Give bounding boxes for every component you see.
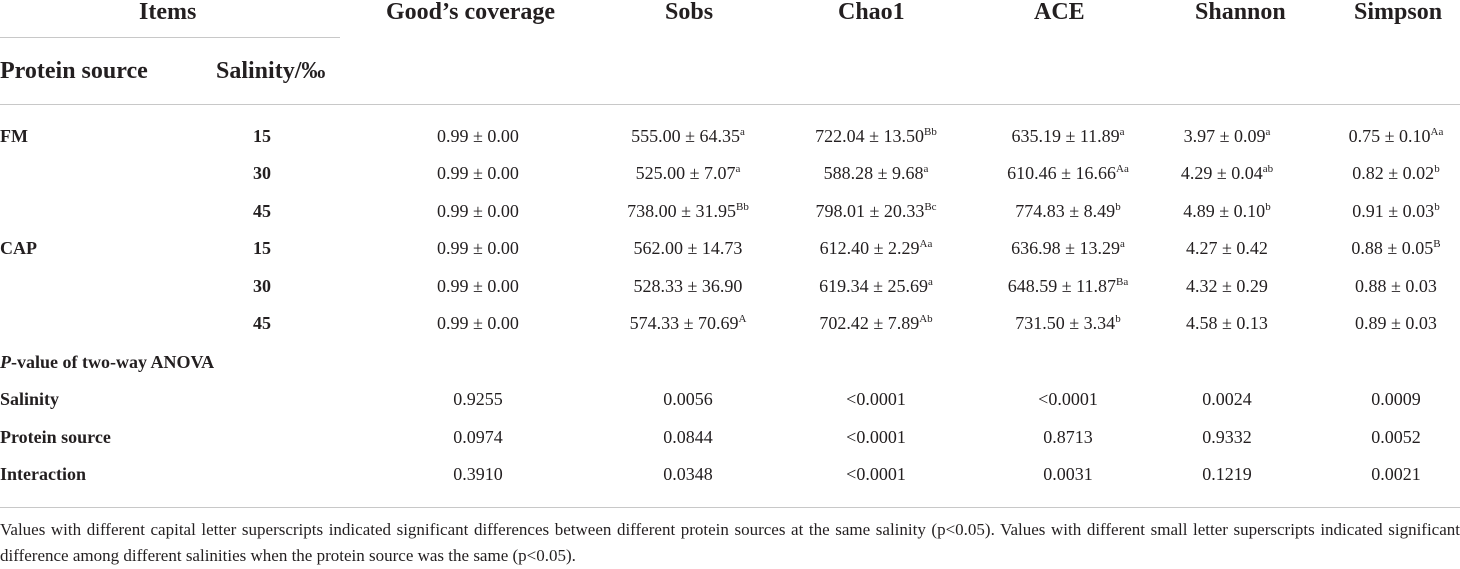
cell-value: 731.50 ± 3.34 [1015,313,1116,333]
anova-cell: 0.8713 [1043,427,1093,447]
row-salinity: 45 [253,201,271,221]
anova-row-label: Protein source [0,427,111,447]
table-cell [437,312,519,334]
cell-value: 702.42 ± 7.89 [819,313,920,333]
cell-value: 525.00 ± 7.07 [635,163,736,183]
cell-superscript: b [1265,201,1271,213]
cell-value: 612.40 ± 2.29 [819,238,920,258]
anova-cell: 0.9332 [1202,427,1252,447]
anova-cell: 0.1219 [1202,464,1252,484]
cell-value: 3.97 ± 0.09 [1183,126,1266,146]
table-cell [1355,275,1437,297]
header-salinity: Salinity/‰ [216,58,326,84]
table-cell [437,200,519,222]
anova-cell: 0.0021 [1371,464,1421,484]
table-cell [636,162,741,187]
cell-value: 562.00 ± 14.73 [633,238,743,258]
cell-superscript: a [928,276,933,288]
cell-superscript: Bb [736,201,749,213]
table-cell [634,237,743,259]
header-bottom-rule [0,104,1460,105]
cell-value: 0.88 ± 0.03 [1355,276,1437,296]
anova-title-rest: -value of two-way ANOVA [11,352,215,372]
row-salinity: 30 [253,163,271,183]
table-cell [1184,125,1271,150]
table-cell [1011,237,1125,262]
anova-cell: 0.0056 [663,389,713,409]
table-cell [627,200,749,225]
anova-cell: 0.0348 [663,464,713,484]
table-cell [437,275,519,297]
cell-value: 588.28 ± 9.68 [823,163,924,183]
table-cell [1186,275,1268,297]
anova-row-label: Salinity [0,389,60,409]
cell-value: 555.00 ± 64.35 [631,126,740,146]
header-col-simpson: Simpson [1354,0,1443,25]
table-cell [1355,312,1437,334]
cell-superscript: Ba [1115,276,1129,288]
cell-superscript: a [1120,238,1125,250]
cell-value: 0.88 ± 0.05 [1351,238,1434,258]
header-items: Items [139,0,197,25]
table-cell [1186,237,1268,259]
anova-cell: 0.3910 [453,464,503,484]
table-cell [1015,200,1120,225]
cell-superscript: a [1265,126,1271,138]
table-cell [815,125,937,150]
table-cell [1352,162,1439,187]
row-protein-source: FM [0,126,28,146]
table-cell [1011,125,1124,150]
cell-value: 738.00 ± 31.95 [627,201,737,221]
header-col-shannon: Shannon [1195,0,1286,25]
row-salinity: 15 [253,238,271,258]
anova-cell: 0.0844 [663,427,713,447]
cell-value: 722.04 ± 13.50 [815,126,925,146]
table-bottom-rule [0,507,1460,508]
cell-superscript: b [1115,313,1121,325]
cell-value: 4.58 ± 0.13 [1186,313,1268,333]
table-cell [634,275,743,297]
footnote: Values with different capital letter superscripts indicated significant differences between different protein sources at the same salinity (p<0.05). Values with different small letter superscripts indicated significant difference among different salinities when the protein source was the same (p<0.05). [0,520,1460,565]
table-cell [819,312,932,337]
cell-superscript: a [740,126,745,138]
table-cell [820,237,933,262]
anova-cell: <0.0001 [1038,389,1098,409]
table-cell [437,125,519,147]
anova-cell: 0.0974 [453,427,503,447]
anova-cell: 0.0024 [1202,389,1252,409]
cell-value: 610.46 ± 16.66 [1007,163,1117,183]
table-cell [824,162,929,187]
cell-value: 774.83 ± 8.49 [1015,201,1116,221]
cell-value: 635.19 ± 11.89 [1011,126,1120,146]
table-cell [1007,162,1129,187]
cell-value: 528.33 ± 36.90 [633,276,743,296]
cell-value: 4.89 ± 0.10 [1183,201,1266,221]
anova-cell: 0.9255 [453,389,503,409]
cell-superscript: Ab [919,313,933,325]
cell-value: 0.91 ± 0.03 [1352,201,1435,221]
cell-superscript: Aa [1116,163,1129,175]
header-protein-source: Protein source [0,58,148,84]
cell-superscript: Aa [1430,126,1444,138]
anova-row-label: Interaction [0,464,86,484]
cell-value: 574.33 ± 70.69 [629,313,739,333]
anova-cell: 0.0009 [1371,389,1421,409]
cell-superscript: b [1115,201,1121,213]
anova-title [0,351,214,373]
anova-cell: <0.0001 [846,427,906,447]
cell-value: 619.34 ± 25.69 [819,276,928,296]
cell-value: 648.59 ± 11.87 [1007,276,1116,296]
cell-superscript: Bc [924,201,937,213]
cell-superscript: b [1434,201,1440,213]
table-cell [630,312,747,337]
table-cell [1352,200,1439,225]
cell-superscript: a [923,163,929,175]
cell-value: 0.99 ± 0.00 [437,238,519,258]
cell-superscript: b [1434,163,1440,175]
cell-value: 798.01 ± 20.33 [815,201,925,221]
table-cell [815,200,936,225]
row-protein-source: CAP [0,238,37,258]
cell-value: 0.89 ± 0.03 [1355,313,1437,333]
cell-value: 636.98 ± 13.29 [1011,238,1120,258]
cell-value: 0.99 ± 0.00 [437,276,519,296]
anova-title-italic: P [0,352,11,372]
cell-value: 0.99 ± 0.00 [437,201,519,221]
table-cell [1183,200,1270,225]
row-salinity: 45 [253,313,271,333]
row-salinity: 30 [253,276,271,296]
anova-cell: <0.0001 [846,464,906,484]
anova-cell: 0.0031 [1043,464,1093,484]
header-col-ace: ACE [1034,0,1085,25]
table-cell [437,162,519,184]
table-cell [437,237,519,259]
cell-superscript: a [735,163,741,175]
table-cell [1351,237,1440,262]
cell-superscript: ab [1262,163,1274,175]
table-cell [631,125,745,150]
anova-cell: <0.0001 [846,389,906,409]
header-items-rule [0,37,340,38]
cell-superscript: Aa [919,238,933,250]
cell-value: 4.32 ± 0.29 [1186,276,1268,296]
header-col-sobs: Sobs [665,0,714,25]
row-salinity: 15 [253,126,271,146]
table-cell [1015,312,1120,337]
cell-value: 0.99 ± 0.00 [437,313,519,333]
table-cell [1181,162,1273,187]
cell-value: 4.27 ± 0.42 [1186,238,1268,258]
table-cell [819,275,933,300]
header-col-chao1: Chao1 [838,0,905,25]
cell-superscript: a [1119,126,1125,138]
table-cell [1186,312,1268,334]
cell-superscript: Bb [924,126,937,138]
cell-value: 0.75 ± 0.10 [1348,126,1431,146]
anova-cell: 0.0052 [1371,427,1421,447]
cell-superscript: A [738,313,747,325]
header-col-goods-coverage: Good’s coverage [386,0,556,25]
table-cell [1008,275,1128,300]
cell-value: 0.99 ± 0.00 [437,126,519,146]
cell-value: 0.99 ± 0.00 [437,163,519,183]
cell-superscript: B [1433,238,1441,250]
table-cell [1349,125,1444,150]
cell-value: 0.82 ± 0.02 [1352,163,1435,183]
cell-value: 4.29 ± 0.04 [1180,163,1263,183]
